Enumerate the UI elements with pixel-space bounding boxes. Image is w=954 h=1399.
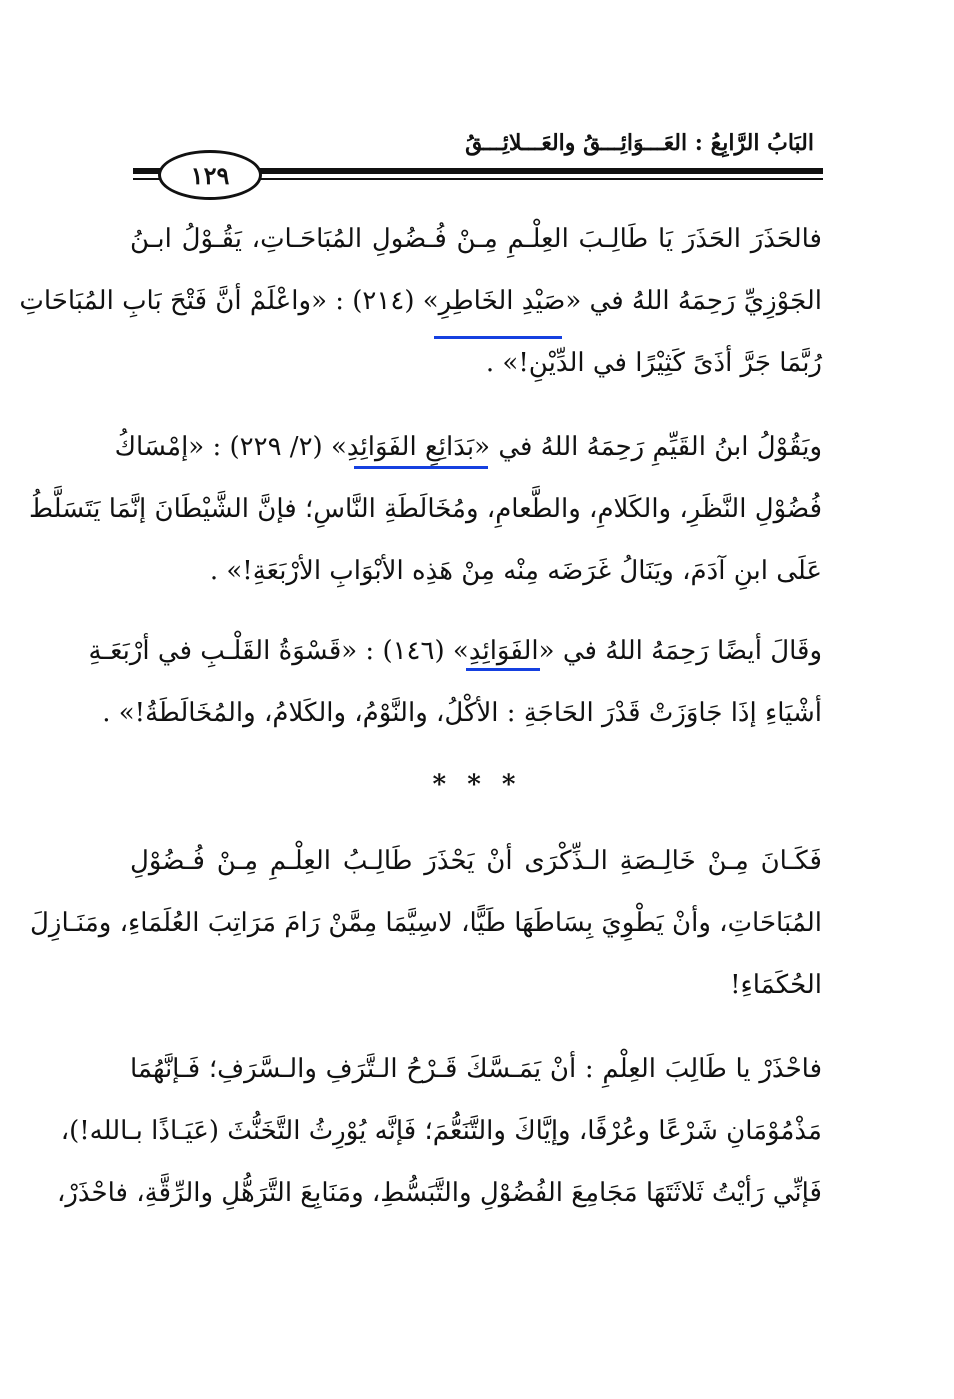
paragraph-4 <box>30 830 822 1016</box>
running-title: البَابُ الرَّابِعُ : العَـــوَائِـــقُ والعَـــلائِـــقُ <box>465 130 814 156</box>
paragraph-1 <box>19 208 822 394</box>
text-line: مَذْمُوْمَانِ شَرْعًا وعُرْفًا، وإيَّاكَ والتَّنَعُّمَ؛ فَإنَّه يُوْرِثُ التَّخَنُّثَ (عَيَـاذًا بـالله!)، <box>60 1116 822 1146</box>
text-line: عَلَى ابنِ آدَمَ، ويَنَالُ غَرَضَه مِنْه مِنْ هَذِه الأبْوَابِ الأرْبَعَةِ!» . <box>209 556 822 586</box>
text-line: ويَقُوْلُ ابنُ القَيِّمِ رَحِمَهُ اللهُ في «بَدَائِعِ الفَوَائِدِ» (٢/ ٢٢٩) : «إمْسَاكُ <box>114 432 822 462</box>
text-line: فَإنِّي رَأيْتُ ثَلاثَتَهَا مَجَامِعَ الفُضُوْلِ والتَّبَسُّطِ، ومَنَابِعَ التَّرَهُّلِ والرِّقَّةِ، فاحْذَرْ، <box>56 1178 822 1208</box>
page-number: ١٢٩ <box>158 150 262 200</box>
section-separator: * * * <box>432 770 522 800</box>
citation-underline <box>354 466 488 469</box>
paragraph-3 <box>88 620 822 744</box>
paragraph-2 <box>28 416 822 602</box>
text-line: المُبَاحَاتِ، وأنْ يَطْوِيَ بِسَاطَهَا طَيًّا، لاسِيَّمَا مِمَّنْ رَامَ مَرَاتِبَ العُلَمَاءِ، ومَنَـازِلَ <box>30 908 822 938</box>
text-line: فاحْذَرْ يا طَالِبَ العِلْمِ : أنْ يَمَـسَّكَ قَـرْحُ الـتَّرَفِ والـسَّرَفِ؛ فَـإنَّهُمَا <box>130 1054 822 1084</box>
text-line: وقَالَ أيضًا رَحِمَهُ اللهُ في «الفَوَائِدِ» (١٤٦) : «قَسْوَةُ القَلْـبِ في أرْبَعَـةِ <box>88 636 822 666</box>
paragraph-5 <box>56 1038 822 1224</box>
citation-underline <box>466 668 540 671</box>
text-line: فَكَـانَ مِـنْ خَالِـصَةِ الـذِّكْرَى أنْ يَحْذَرَ طَالِـبُ العِلْـمِ مِـنْ فُـضُوْلِ <box>130 846 822 876</box>
text-line: فالحَذَرَ الحَذَرَ يَا طَالِـبَ العِلْـمِ مِـنْ فُـضُولِ المُبَاحَـاتِ، يَقُـوْلُ ابـنُ <box>130 224 822 254</box>
citation-underline <box>434 336 562 339</box>
text-line: فُضُوْلِ النَّظَرِ، والكَلامِ، والطَّعامِ، ومُخَالَطَةِ النَّاسِ؛ فإنَّ الشَّيْطَانَ إنَّمَا يَتَسَلَّطُ <box>28 494 822 524</box>
text-line: الجَوْزِيِّ رَحِمَهُ اللهُ في «صَيْدِ الخَاطِرِ» (٢١٤) : «واعْلَمْ أنَّ فَتْحَ بَابِ المُبَاحَاتِ <box>19 286 822 316</box>
text-line: الحُكَمَاءِ! <box>730 970 822 1000</box>
text-line: رُبَّمَا جَرَّ أذَىً كَثِيْرًا في الدِّيْنِ!» . <box>485 348 822 378</box>
text-line: أشْيَاءِ إذَا جَاوَزَتْ قَدْرَ الحَاجَةِ : الأكْلُ، والنَّوْمُ، والكَلامُ، والمُخَالَطَةُ!» . <box>102 698 822 728</box>
